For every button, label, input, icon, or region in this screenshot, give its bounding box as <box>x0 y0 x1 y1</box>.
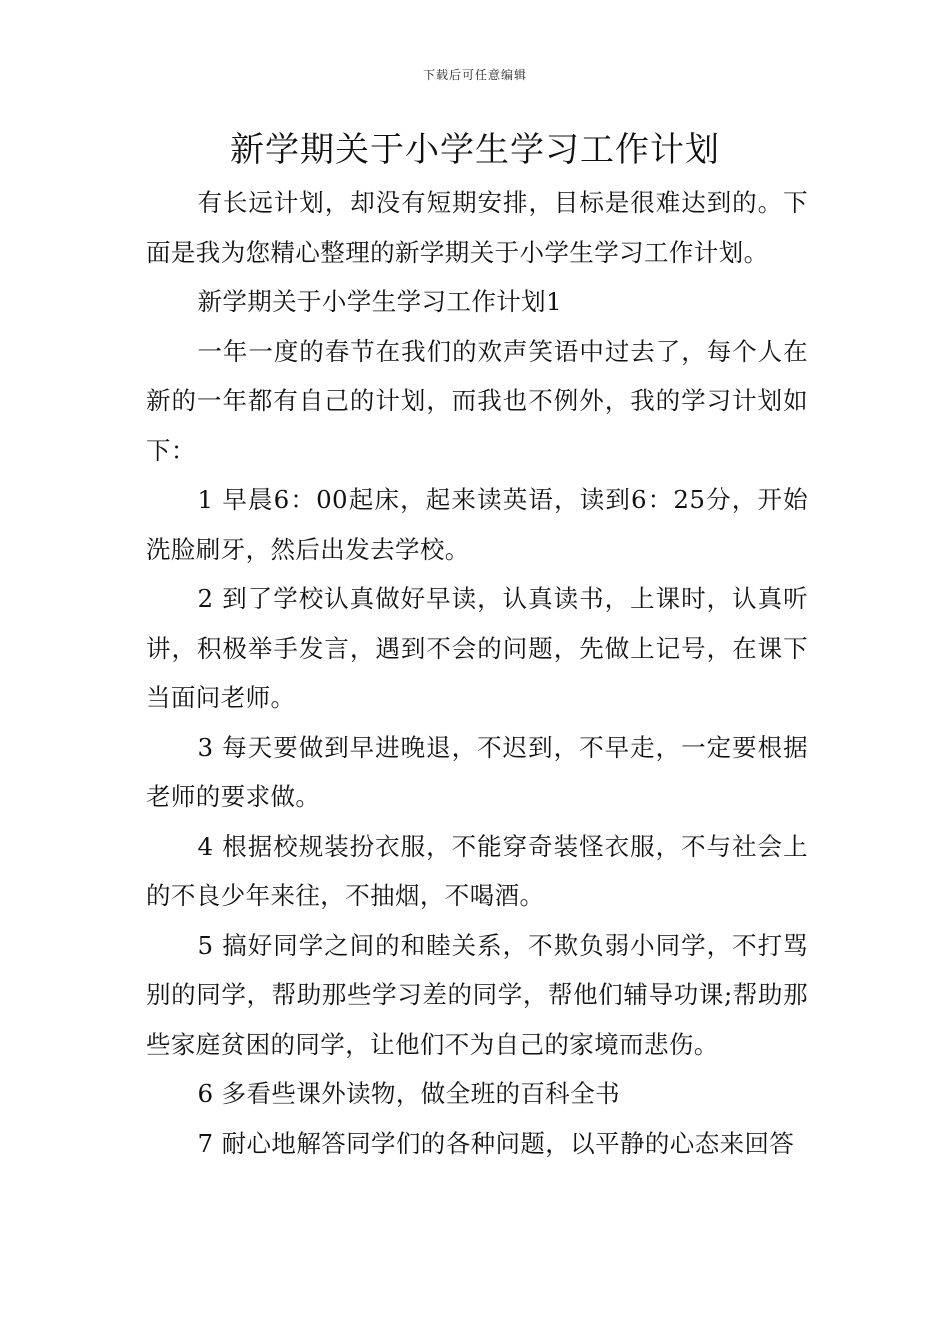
list-item-2: 2 到了学校认真做好早读，认真读书，上课时，认真听讲，积极举手发言，遇到不会的问题，先做上记号，在课下当面问老师。 <box>146 584 808 712</box>
header-note: 下载后可任意编辑 <box>422 68 527 82</box>
list-item-6: 6 多看些课外读物，做全班的百科全书 <box>197 1079 621 1108</box>
document-body <box>146 178 808 1168</box>
paragraph-intro: 有长远计划，却没有短期安排，目标是很难达到的。下面是我为您精心整理的新学期关于小学生学习工作计划。 <box>146 188 808 267</box>
section-heading: 新学期关于小学生学习工作计划1 <box>197 287 563 316</box>
list-item-4: 4 根据校规装扮衣服，不能穿奇装怪衣服，不与社会上的不良少年来往，不抽烟，不喝酒。 <box>146 831 808 910</box>
list-item-3: 3 每天要做到早进晚退，不迟到，不早走，一定要根据老师的要求做。 <box>146 732 808 811</box>
list-item-1: 1 早晨6：00起床，起来读英语，读到6：25分，开始洗脸刷牙，然后出发去学校。 <box>146 485 808 564</box>
list-item-5: 5 搞好同学之间的和睦关系，不欺负弱小同学，不打骂别的同学，帮助那些学习差的同学，帮他们辅导功课;帮助那些家庭贫困的同学，让他们不为自己的家境而悲伤。 <box>146 930 808 1059</box>
list-item-7: 7 耐心地解答同学们的各种问题，以平静的心态来回答 <box>197 1128 795 1158</box>
document-title: 新学期关于小学生学习工作计划 <box>230 130 720 170</box>
paragraph-opening: 一年一度的春节在我们的欢声笑语中过去了，每个人在新的一年都有自己的计划，而我也不例外，我的学习计划如下： <box>146 336 808 465</box>
